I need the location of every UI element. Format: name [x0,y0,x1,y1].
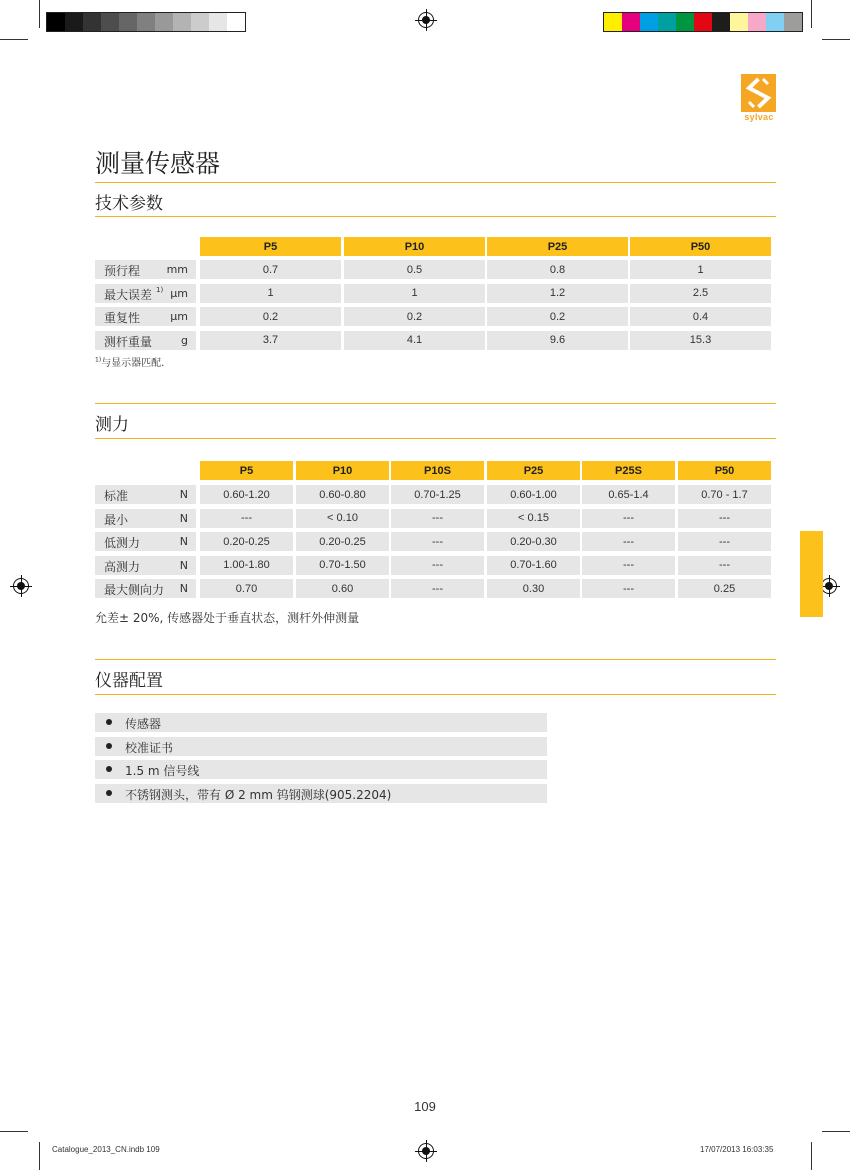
row-label [95,579,196,598]
row-unit: N [179,558,188,572]
row-label-text: 测杆重量 [104,334,153,349]
table-cell: --- [391,579,484,598]
row-unit: μm [170,310,188,323]
row-label-text: 最大误差 $^{1)}$ [104,285,164,302]
bullet-icon [106,790,112,796]
column-header: P10 [344,237,485,256]
registration-mark-icon [418,12,434,28]
row-unit: N [179,535,188,548]
color-bar [603,12,803,32]
column-header: P5 [200,461,293,480]
table-cell: < 0.10 [296,509,389,528]
table-cell: 1 [344,284,485,303]
row-label-text: 最小 [104,512,129,527]
table-cell: --- [582,556,675,575]
list-item [95,737,547,756]
table-cell: 4.1 [344,331,485,350]
crop-mark [0,39,28,40]
row-label [95,485,196,504]
row-label [95,556,196,575]
page-number: 109 [414,1099,436,1114]
row-label [95,260,196,279]
table-cell: 0.60-1.20 [200,485,293,504]
table-cell: --- [391,556,484,575]
list-item [95,713,547,732]
list-item [95,784,547,803]
row-unit: N [179,511,188,525]
table-cell: 0.70 [200,579,293,598]
divider [95,216,776,217]
column-header: P50 [630,237,771,256]
divider [95,182,776,183]
column-header: P25 [487,461,580,480]
divider [95,694,776,695]
sylvac-logo-icon [741,74,776,112]
table-cell: 0.20-0.30 [487,532,580,551]
table-cell: --- [678,556,771,575]
tolerance-note: 允差± 20%, 传感器处于垂直状态，测杆外伸测量 [95,611,360,625]
grayscale-bar [46,12,246,32]
footer-file: Catalogue_2013_CN.indb 109 [52,1145,160,1154]
row-label-text: 重复性 [104,311,141,325]
list-item-text: 传感器 [125,717,162,731]
column-header: P25S [582,461,675,480]
table-cell: 0.5 [344,260,485,279]
bullet-icon [106,719,112,725]
side-tab [800,531,823,617]
section-heading-tech: 技术参数 [95,194,163,214]
section-heading-force: 测力 [95,415,129,435]
table-cell: 0.4 [630,307,771,326]
table-cell: 1 [200,284,341,303]
table-cell: 1.00-1.80 [200,556,293,575]
table-cell: --- [582,509,675,528]
table-cell: 0.2 [344,307,485,326]
row-unit: μm [170,286,188,300]
row-label-text: 最大侧向力 [104,583,165,597]
table-cell: --- [391,509,484,528]
registration-mark-icon [821,578,837,594]
table-cell: 0.7 [200,260,341,279]
table-cell: 0.2 [200,307,341,326]
row-unit: N [179,582,188,595]
crop-mark [39,1142,40,1170]
registration-mark-icon [13,578,29,594]
table-cell: 0.60-0.80 [296,485,389,504]
list-item [95,760,547,779]
crop-mark [822,1131,850,1132]
crop-mark [39,0,40,28]
divider [95,438,776,439]
crop-mark [0,1131,28,1132]
table-cell: --- [200,509,293,528]
table-cell: --- [582,532,675,551]
table-cell: --- [391,532,484,551]
crop-mark [811,0,812,28]
footnote [95,354,164,369]
divider [95,403,776,404]
table-cell: 0.30 [487,579,580,598]
column-header: P10S [391,461,484,480]
table-cell: 2.5 [630,284,771,303]
footnote-ref: 1) [156,285,164,294]
section-heading-config: 仪器配置 [95,671,163,691]
table-cell: 15.3 [630,331,771,350]
table-cell: < 0.15 [487,509,580,528]
table-cell: 9.6 [487,331,628,350]
row-label-text: 标准 [104,489,129,503]
table-cell: 0.65-1.4 [582,485,675,504]
table-cell: 0.25 [678,579,771,598]
row-label [95,532,196,551]
row-label-text: 高测力 [104,559,141,574]
table-cell: 0.70 - 1.7 [678,485,771,504]
row-label-text: 低测力 [104,536,141,550]
row-label [95,509,196,528]
row-label [95,331,196,350]
list-item-text: 1.5 m 信号线 [125,764,200,778]
row-unit: mm [166,263,188,276]
list-item-text: 不锈钢测头，带有 Ø 2 mm 钨钢测球(905.2204) [125,787,392,802]
row-label [95,307,196,326]
footer-datetime: 17/07/2013 16:03:35 [700,1145,774,1154]
table-cell: 0.60-1.00 [487,485,580,504]
row-label-text: 预行程 [104,264,141,278]
table-cell: 0.60 [296,579,389,598]
crop-mark [811,1142,812,1170]
table-cell: 0.8 [487,260,628,279]
table-cell: 3.7 [200,331,341,350]
row-unit: N [179,488,188,501]
row-unit: g [181,333,188,347]
table-cell: 0.20-0.25 [296,532,389,551]
column-header: P25 [487,237,628,256]
table-cell: 0.20-0.25 [200,532,293,551]
table-cell: 0.70-1.25 [391,485,484,504]
column-header: P50 [678,461,771,480]
table-cell: 1.2 [487,284,628,303]
bullet-icon [106,766,112,772]
table-cell: --- [678,509,771,528]
list-item-text: 校准证书 [125,740,174,755]
logo-text: sylvac [744,112,774,122]
bullet-icon [106,743,112,749]
crop-mark [822,39,850,40]
table-cell: --- [582,579,675,598]
column-header: P10 [296,461,389,480]
table-cell: 0.70-1.50 [296,556,389,575]
column-header: P5 [200,237,341,256]
table-cell: 0.2 [487,307,628,326]
divider [95,659,776,660]
page-title: 测量传感器 [95,149,221,178]
row-label [95,284,196,303]
footnote-mark: 1) [95,356,102,364]
table-cell: 1 [630,260,771,279]
table-cell: --- [678,532,771,551]
registration-mark-icon [418,1143,434,1159]
table-cell: 0.70-1.60 [487,556,580,575]
footnote-text: 与显示器匹配. [101,358,165,369]
